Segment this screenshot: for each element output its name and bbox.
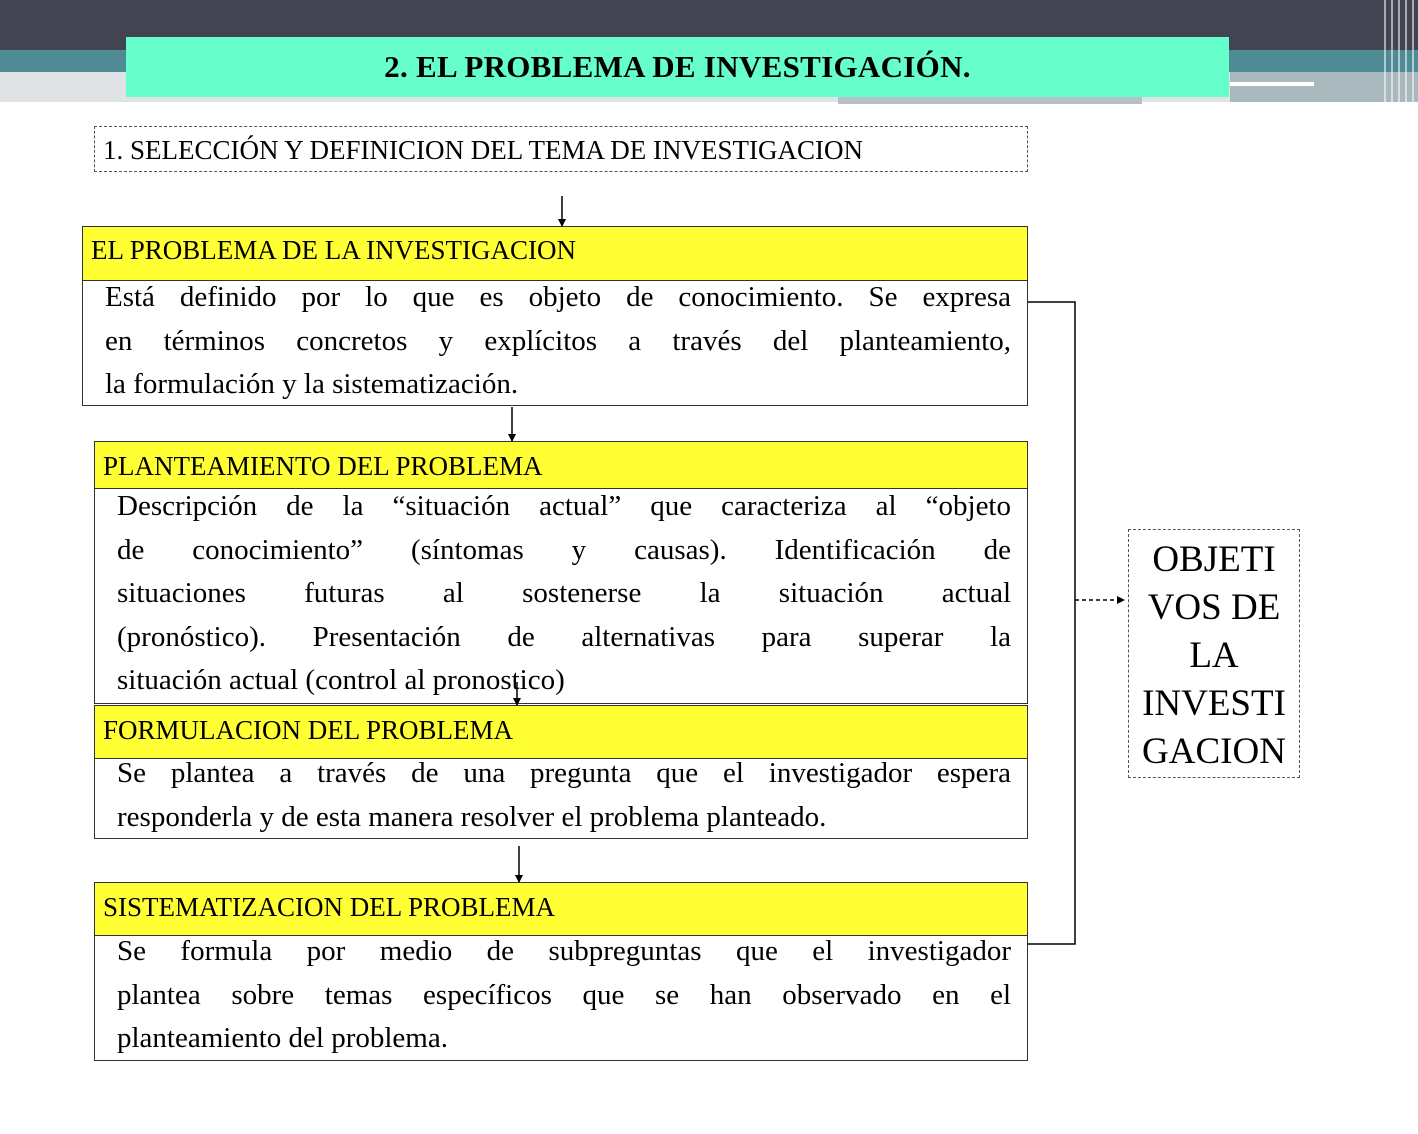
- text-line: planteamiento del problema.: [117, 1022, 448, 1054]
- section-sistematizacion-header: SISTEMATIZACION DEL PROBLEMA: [95, 883, 1027, 936]
- objectives-line: LA: [1189, 635, 1239, 676]
- text-line: Se plantea a través de una pregunta que el investigador espera: [117, 757, 1011, 789]
- text-line: de conocimiento” (síntomas y causas). Identificación de: [117, 533, 1011, 566]
- objectives-line: GACION: [1142, 731, 1286, 772]
- text-line: responderla y de esta manera resolver el problema planteado.: [117, 800, 827, 833]
- objectives-line: OBJETI: [1152, 539, 1276, 580]
- text-line: situación actual (control al pronostico): [117, 664, 565, 696]
- page-title: 2. EL PROBLEMA DE INVESTIGACIÓN.: [126, 37, 1229, 97]
- section-formulacion-header: FORMULACION DEL PROBLEMA: [95, 706, 1027, 759]
- step1-box: 1. SELECCIÓN Y DEFINICION DEL TEMA DE INVESTIGACION: [94, 126, 1028, 172]
- text-line: la formulación y la sistematización.: [105, 368, 519, 400]
- text-line: Descripción de la “situación actual” que caracteriza al “objeto: [117, 490, 1011, 522]
- text-line: (pronóstico). Presentación de alternativas para superar la: [117, 620, 1011, 653]
- text-line: plantea sobre temas específicos que se han observado en el: [117, 978, 1011, 1011]
- text-line: en términos concretos y explícitos a través del planteamiento,: [105, 324, 1011, 357]
- section-problem-header: EL PROBLEMA DE LA INVESTIGACION: [83, 227, 1027, 281]
- text-line: Se formula por medio de subpreguntas que el investigador: [117, 935, 1011, 967]
- text-line: Está definido por lo que es objeto de conocimiento. Se expresa: [105, 281, 1011, 313]
- text-line: situaciones futuras al sostenerse la situación actual: [117, 577, 1011, 609]
- objectives-line: VOS DE: [1147, 587, 1281, 628]
- section-planteamiento-header: PLANTEAMIENTO DEL PROBLEMA: [95, 442, 1027, 489]
- objectives-line: INVESTI: [1142, 683, 1286, 724]
- bracket-line: [1028, 302, 1075, 944]
